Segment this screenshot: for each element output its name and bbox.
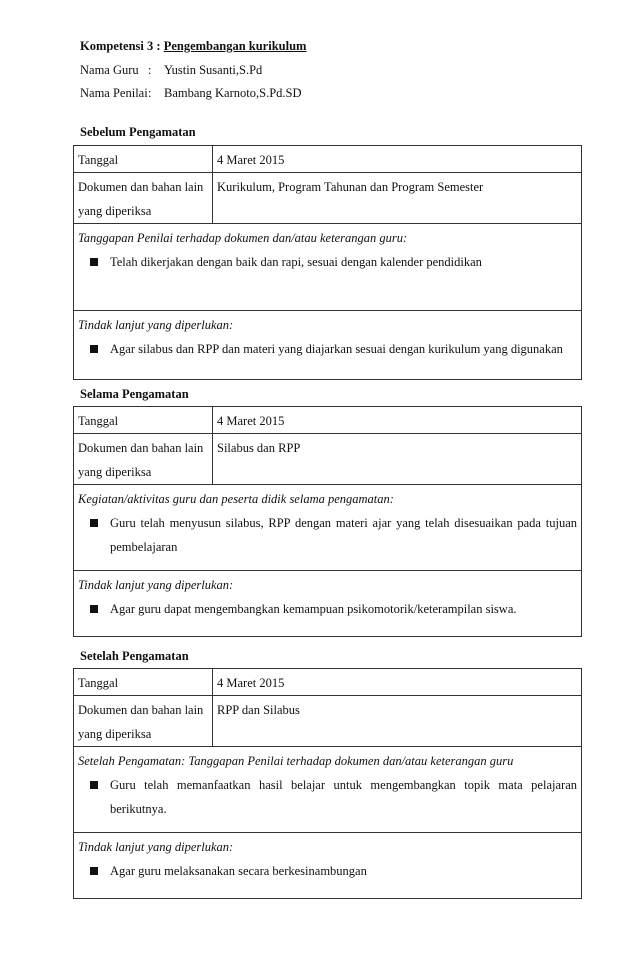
tindak-bullet-text: Agar guru melaksanakan secara berkesinambungan — [110, 864, 367, 878]
tanggal-value: 4 Maret 2015 — [213, 669, 582, 696]
table-sebelum — [73, 145, 582, 380]
penilai-value: Bambang Karnoto,S.Pd.SD — [164, 86, 302, 100]
list-item — [78, 859, 577, 883]
bullet-square-icon — [90, 258, 98, 266]
tindak-bullet-text: Agar silabus dan RPP dan materi yang diajarkan sesuai dengan kurikulum yang digunakan — [110, 342, 563, 356]
table-selama — [73, 406, 582, 637]
tanggal-value: 4 Maret 2015 — [213, 407, 582, 434]
bullet-square-icon — [90, 605, 98, 613]
tanggapan-bullet-line-1: Guru telah memanfaatkan hasil belajar untuk mengembangkan topik mata pelajaran — [110, 778, 577, 792]
kompetensi-label: Kompetensi 3 : — [80, 39, 161, 53]
kegiatan-label: Kegiatan/aktivitas guru dan peserta didik selama pengamatan: — [78, 492, 394, 506]
section-title-sebelum: Sebelum Pengamatan — [80, 125, 196, 139]
tindak-label: Tindak lanjut yang diperlukan: — [78, 318, 234, 332]
row-dokumen — [74, 696, 582, 747]
dokumen-label — [74, 696, 213, 747]
row-tanggapan — [74, 224, 582, 311]
table-setelah — [73, 668, 582, 899]
row-kegiatan — [74, 485, 582, 571]
kegiatan-bullet-line-2: pembelajaran — [110, 540, 178, 554]
penilai-line — [80, 85, 302, 101]
penilai-colon: : — [148, 86, 152, 100]
tanggal-label: Tanggal — [74, 407, 213, 434]
row-tanggal — [74, 146, 582, 173]
list-item — [78, 597, 577, 621]
tanggapan-bullet-text — [110, 773, 577, 821]
dokumen-label-line-2: yang diperiksa — [78, 727, 152, 741]
tindak-bullet-text: Agar guru dapat mengembangkan kemampuan psikomotorik/keterampilan siswa. — [110, 602, 517, 616]
dokumen-label-line-2: yang diperiksa — [78, 204, 152, 218]
dokumen-value: Silabus dan RPP — [213, 434, 582, 485]
tindak-cell — [74, 571, 582, 637]
list-item — [78, 511, 577, 559]
dokumen-value: RPP dan Silabus — [213, 696, 582, 747]
list-item — [78, 337, 577, 361]
kompetensi-value: Pengembangan kurikulum — [163, 39, 307, 53]
tanggapan-label: Setelah Pengamatan: Tanggapan Penilai terhadap dokumen dan/atau keterangan guru — [78, 754, 514, 768]
tanggal-value: 4 Maret 2015 — [213, 146, 582, 173]
tanggapan-bullet-text: Telah dikerjakan dengan baik dan rapi, sesuai dengan kalender pendidikan — [110, 255, 482, 269]
tanggal-label: Tanggal — [74, 146, 213, 173]
tanggapan-cell — [74, 747, 582, 833]
dokumen-value: Kurikulum, Program Tahunan dan Program Semester — [213, 173, 582, 224]
row-tindak — [74, 833, 582, 899]
tindak-label: Tindak lanjut yang diperlukan: — [78, 840, 234, 854]
bullet-square-icon — [90, 519, 98, 527]
guru-label: Nama Guru — [80, 63, 139, 77]
row-tindak — [74, 571, 582, 637]
kegiatan-bullet-line-1: Guru telah menyusun silabus, RPP dengan materi ajar yang telah disesuaikan pada tujuan — [110, 516, 577, 530]
row-dokumen — [74, 173, 582, 224]
dokumen-label — [74, 173, 213, 224]
row-tanggapan — [74, 747, 582, 833]
bullet-square-icon — [90, 867, 98, 875]
tanggapan-cell — [74, 224, 582, 311]
row-tindak — [74, 311, 582, 380]
tanggal-label: Tanggal — [74, 669, 213, 696]
kompetensi-line — [80, 38, 306, 54]
dokumen-label-line-1: Dokumen dan bahan lain — [78, 703, 204, 717]
dokumen-label — [74, 434, 213, 485]
guru-value: Yustin Susanti,S.Pd — [164, 63, 263, 77]
kegiatan-cell — [74, 485, 582, 571]
kegiatan-bullet-text — [110, 511, 577, 559]
list-item — [78, 250, 577, 274]
tanggapan-bullet-line-2: berikutnya. — [110, 802, 167, 816]
dokumen-label-line-2: yang diperiksa — [78, 465, 152, 479]
tindak-label: Tindak lanjut yang diperlukan: — [78, 578, 234, 592]
dokumen-label-line-1: Dokumen dan bahan lain — [78, 441, 204, 455]
tanggapan-label: Tanggapan Penilai terhadap dokumen dan/atau keterangan guru: — [78, 231, 408, 245]
tindak-cell — [74, 311, 582, 380]
penilai-label: Nama Penilai — [80, 86, 148, 100]
row-tanggal — [74, 669, 582, 696]
tindak-cell — [74, 833, 582, 899]
section-title-setelah: Setelah Pengamatan — [80, 649, 189, 663]
bullet-square-icon — [90, 781, 98, 789]
guru-colon: : — [148, 63, 152, 77]
bullet-square-icon — [90, 345, 98, 353]
section-title-selama: Selama Pengamatan — [80, 387, 189, 401]
row-tanggal — [74, 407, 582, 434]
row-dokumen — [74, 434, 582, 485]
list-item — [78, 773, 577, 821]
dokumen-label-line-1: Dokumen dan bahan lain — [78, 180, 204, 194]
guru-line — [80, 62, 262, 78]
